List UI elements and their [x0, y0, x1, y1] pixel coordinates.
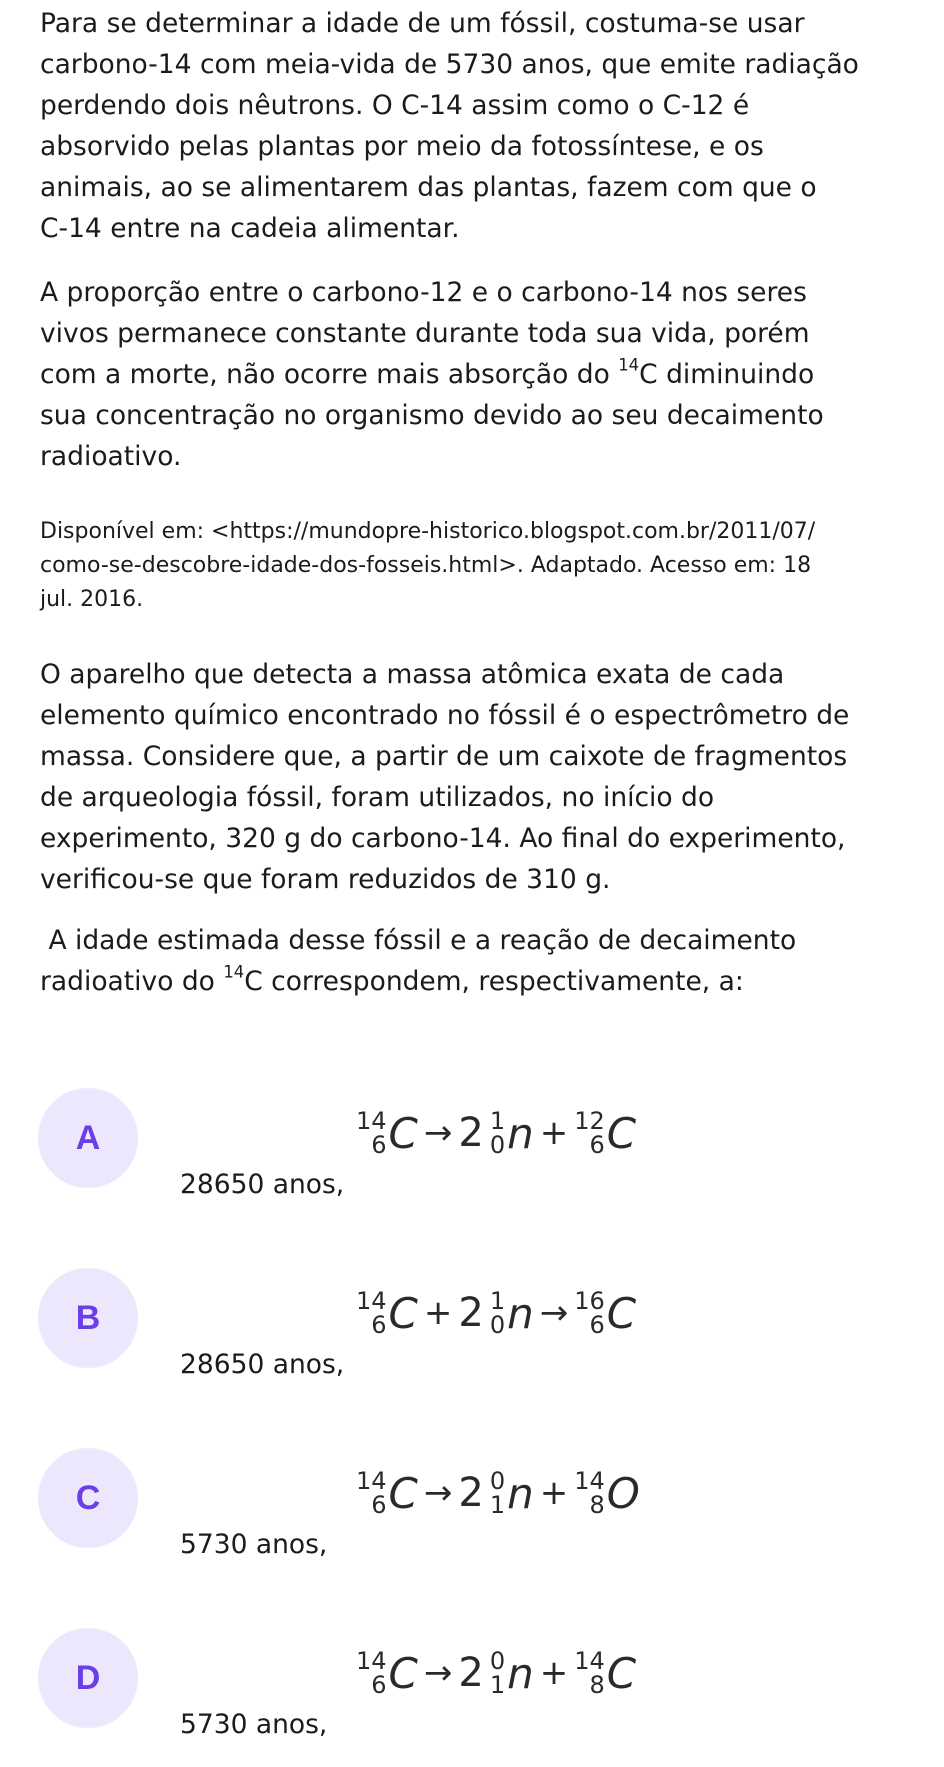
isotope-mass-number: 14 — [618, 355, 640, 375]
coefficient: 2 — [458, 1650, 484, 1696]
product-nuclide — [574, 1649, 636, 1698]
option-letter-badge[interactable]: A — [38, 1088, 138, 1188]
reactant-nuclide — [356, 1109, 418, 1158]
element-symbol: C — [388, 1108, 418, 1158]
particle-symbol: n — [507, 1108, 534, 1158]
equation-operator: → — [423, 1113, 453, 1153]
particle-symbol: n — [507, 1288, 534, 1338]
product-nuclide — [574, 1469, 640, 1518]
atomic-number: 6 — [371, 1131, 387, 1159]
question-paragraph-1: Para se determinar a idade de um fóssil, costuma-se usar carbono-14 com meia-vida de 5730 anos, que emite radiação perdendo dois nêutrons. O C-14 assim como o C-12 é absorvido pelas plantas por meio da fotossíntese, e os animais, ao se alimentarem das plantas, fazem com que o C-14 entre na cadeia alimentar. — [40, 8, 859, 244]
option-letter-badge[interactable]: C — [38, 1448, 138, 1548]
reactant-particle — [490, 1289, 534, 1338]
reactant-nuclide — [356, 1649, 418, 1698]
element-symbol: C — [388, 1288, 418, 1338]
option-letter-badge[interactable]: D — [38, 1628, 138, 1728]
mass-number: 16 — [574, 1287, 605, 1315]
option-age: 5730 anos, — [180, 1709, 328, 1740]
question-paragraph-3: O aparelho que detecta a massa atômica exata de cada elemento químico encontrado no fóssil é o espectrômetro de massa. Considere que, a partir de um caixote de fragmentos de arqueologia fóssil, foram utilizados, no início do experimento, 320 g do carbono-14. Ao final do experimento, verificou-se que foram reduzidos de 310 g. — [40, 659, 850, 895]
decay-equation — [356, 1108, 636, 1178]
element-symbol: C — [606, 1288, 637, 1338]
equation-operator: + — [423, 1293, 453, 1333]
answer-option-c[interactable] — [38, 1448, 898, 1560]
prompt-text-a: A idade estimada desse fóssil e a reação de decaimento radioativo do — [40, 925, 797, 997]
reactant-nuclide — [356, 1469, 418, 1518]
decay-equation — [356, 1288, 636, 1358]
option-age: 28650 anos, — [180, 1349, 345, 1380]
element-symbol: O — [606, 1468, 640, 1518]
mass-number: 12 — [574, 1107, 605, 1135]
equation-operator: + — [539, 1473, 569, 1513]
particle-symbol: n — [507, 1468, 534, 1518]
answer-option-d[interactable] — [38, 1628, 898, 1740]
mass-number: 14 — [574, 1467, 605, 1495]
equation-operator: → — [423, 1653, 453, 1693]
product-particle — [490, 1109, 534, 1158]
product-particle — [490, 1469, 534, 1518]
product-nuclide — [574, 1289, 636, 1338]
atomic-number: 1 — [489, 1491, 506, 1519]
coefficient: 2 — [458, 1470, 484, 1516]
atomic-number: 6 — [371, 1311, 387, 1339]
atomic-number: 6 — [589, 1311, 605, 1339]
mass-number: 0 — [489, 1467, 506, 1495]
mass-number: 14 — [356, 1647, 387, 1675]
coefficient: 2 — [458, 1110, 484, 1156]
mass-number: 14 — [356, 1107, 387, 1135]
mass-number: 0 — [489, 1647, 506, 1675]
coefficient: 2 — [458, 1290, 484, 1336]
source-citation: Disponível em: <https://mundopre-historico.blogspot.com.br/2011/07/ como-se-descobre-idade-dos-fosseis.html>. Adaptado. Acesso em: 18 jul. 2016. — [40, 519, 816, 612]
paragraph-2-text-b: C diminuindo sua concentração no organismo devido ao seu decaimento radioativo. — [40, 359, 824, 472]
equation-operator: → — [539, 1293, 569, 1333]
atomic-number: 1 — [489, 1671, 506, 1699]
equation-operator: + — [539, 1113, 569, 1153]
element-symbol: C — [388, 1648, 418, 1698]
mass-number: 14 — [574, 1647, 605, 1675]
element-symbol: C — [388, 1468, 418, 1518]
equation-operator: → — [423, 1473, 453, 1513]
answer-option-b[interactable] — [38, 1268, 898, 1380]
element-symbol: C — [606, 1648, 637, 1698]
answer-option-a[interactable] — [38, 1088, 898, 1200]
atomic-number: 8 — [589, 1491, 605, 1519]
atomic-number: 8 — [589, 1671, 605, 1699]
atomic-number: 6 — [589, 1131, 605, 1159]
mass-number: 1 — [489, 1287, 506, 1315]
paragraph-2-text-a: A proporção entre o carbono-12 e o carbono-14 nos seres vivos permanece constante durante toda sua vida, porém com a morte, não ocorre mais absorção do — [40, 277, 810, 390]
element-symbol: C — [606, 1108, 637, 1158]
isotope-mass-number: 14 — [223, 962, 245, 982]
product-particle — [490, 1649, 534, 1698]
mass-number: 14 — [356, 1287, 387, 1315]
mass-number: 1 — [489, 1107, 506, 1135]
product-nuclide — [574, 1109, 636, 1158]
decay-equation — [356, 1468, 640, 1538]
option-age: 28650 anos, — [180, 1169, 345, 1200]
decay-equation — [356, 1648, 636, 1718]
equation-operator: + — [539, 1653, 569, 1693]
mass-number: 14 — [356, 1467, 387, 1495]
atomic-number: 0 — [489, 1311, 506, 1339]
atomic-number: 6 — [371, 1671, 387, 1699]
question-paragraph-2 — [40, 272, 824, 477]
atomic-number: 6 — [371, 1491, 387, 1519]
reactant-nuclide — [356, 1289, 418, 1338]
prompt-text-b: C correspondem, respectivamente, a: — [244, 966, 744, 997]
atomic-number: 0 — [489, 1131, 506, 1159]
particle-symbol: n — [507, 1648, 534, 1698]
option-letter-badge[interactable]: B — [38, 1268, 138, 1368]
option-age: 5730 anos, — [180, 1529, 328, 1560]
question-prompt — [40, 920, 796, 1002]
